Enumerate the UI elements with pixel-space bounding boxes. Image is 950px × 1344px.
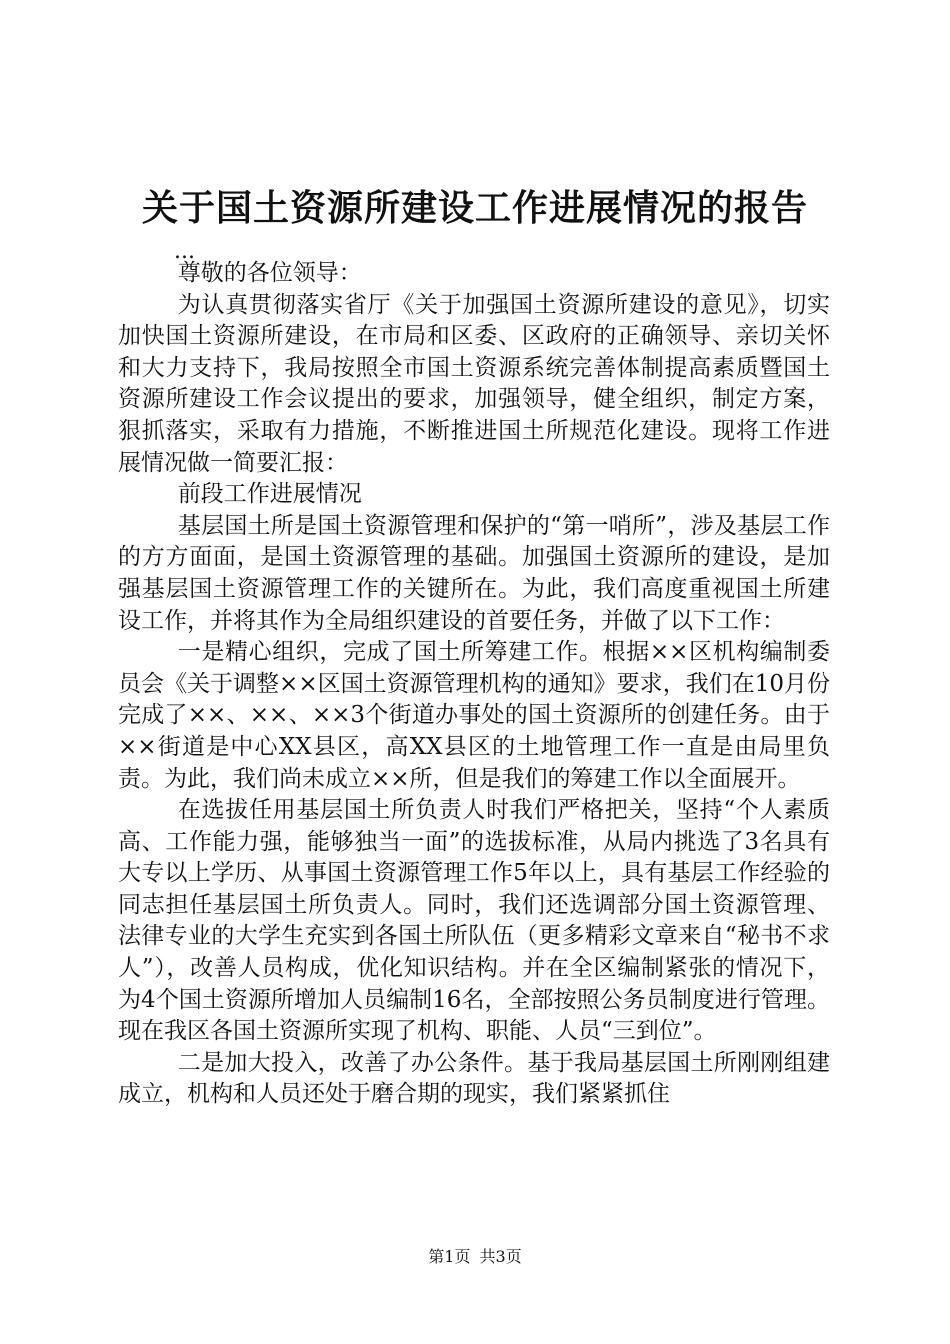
body-paragraph: 一是精心组织，完成了国土所筹建工作。根据××区机构编制委员会《关于调整××区国土资源管理机构的通知》要求，我们在10月份完成了××、××、××3个街道办事处的国土资源所的创建任务。由于××街道是中心XX县区，高XX县区的土地管理工作一直是由局里负责。为此，我们尚未成立××所，但是我们的筹建工作以全面展开。 [118, 639, 830, 792]
body-paragraph: 在选拔任用基层国土所负责人时我们严格把关，坚持“个人素质高、工作能力强，能够独当一面”的选拔标准，从局内挑选了3名具有大专以上学历、从事国土资源管理工作5年以上，具有基层工作经验的同志担任基层国土所负责人。同时，我们还选调部分国土资源管理、法律专业的大学生充实到各国土所队伍（更多精彩文章来自“秘书不求人”），改善人员构成，优化知识结构。并在全区编制紧张的情况下，为4个国土资源所增加人员编制16名，全部按照公务员制度进行管理。现在我区各国土资源所实现了机构、职能、人员“三到位”。 [118, 797, 830, 1045]
salutation: 尊敬的各位领导： [177, 260, 362, 286]
document-title: 关于国土资源所建设工作进展情况的报告 [141, 187, 808, 229]
document-body [118, 258, 830, 1111]
ellipsis-text: ... [174, 239, 195, 264]
section-heading: 前段工作进展情况 [177, 481, 362, 508]
body-paragraph: 为认真贯彻落实省厅《关于加强国土资源所建设的意见》，切实加快国土资源所建设，在市局和区委、区政府的正确领导、亲切关怀和大力支持下，我局按照全市国土资源系统完善体制提高素质暨国土资源所建设工作会议提出的要求，加强领导，健全组织，制定方案，狠抓落实，采取有力措施，不断推进国土所规范化建设。现将工作进展情况做一简要汇报： [118, 291, 830, 476]
page-footer: 第1页 共3页 [428, 1247, 522, 1266]
body-paragraph: 基层国土所是国土资源管理和保护的“第一哨所”，涉及基层工作的方方面面，是国土资源管理的基础。加强国土资源所的建设，是加强基层国土资源管理工作的关键所在。为此，我们高度重视国土所建设工作，并将其作为全局组织建设的首要任务，并做了以下工作： [118, 512, 830, 634]
body-paragraph: 二是加大投入，改善了办公条件。基于我局基层国土所刚刚组建成立，机构和人员还处于磨合期的现实，我们紧紧抓住 [118, 1049, 830, 1108]
